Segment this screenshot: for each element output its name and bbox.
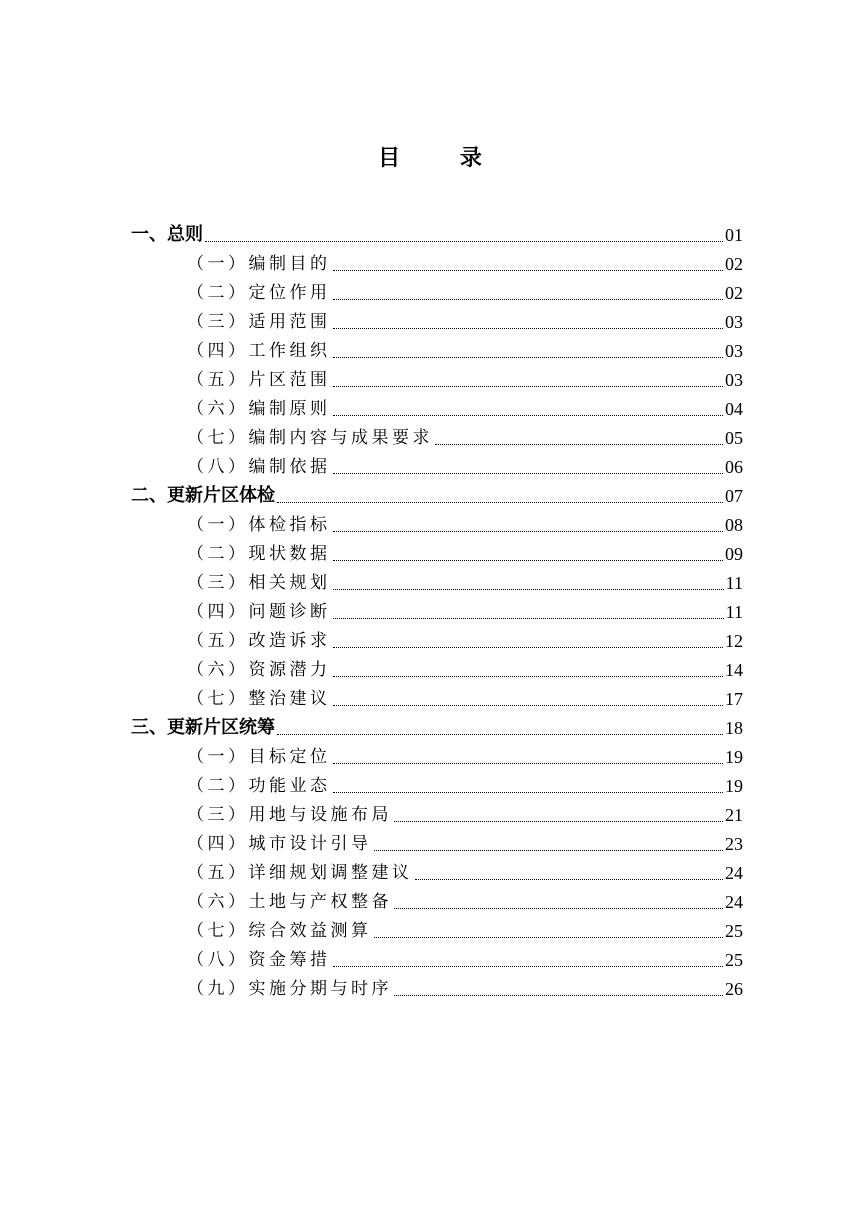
toc-entry-label: （一）体检指标 [187,515,331,535]
toc-section-entry[interactable] [131,830,743,859]
toc-section-entry[interactable] [131,395,743,424]
toc-page-number: 14 [725,660,743,680]
toc-page-number: 26 [725,979,743,999]
toc-section-entry[interactable] [131,366,743,395]
toc-page-number: 19 [725,747,743,767]
toc-page-number: 19 [725,776,743,796]
toc-dot-leader [333,763,724,764]
toc-entry-label: （七）整治建议 [187,689,331,709]
toc-section-entry[interactable] [131,801,743,830]
toc-dot-leader [333,270,724,271]
toc-page-number: 01 [725,225,743,245]
toc-page-number: 02 [725,283,743,303]
toc-chapter-entry[interactable] [131,482,743,511]
toc-entry-label: （二）定位作用 [187,283,331,303]
toc-entry-label: （二）功能业态 [187,776,331,796]
toc-section-entry[interactable] [131,250,743,279]
toc-entry-label: （四）工作组织 [187,341,331,361]
toc-page-number: 21 [725,805,743,825]
toc-section-entry[interactable] [131,598,743,627]
toc-entry-label: （一）编制目的 [187,254,331,274]
toc-entry-label: （五）详细规划调整建议 [187,863,413,883]
toc-dot-leader [333,299,724,300]
toc-page-number: 05 [725,428,743,448]
toc-dot-leader [415,879,724,880]
toc-title: 目 录 [378,146,508,171]
toc-entry-label: （九）实施分期与时序 [187,979,392,999]
toc-dot-leader [394,908,723,909]
toc-dot-leader [333,473,724,474]
toc-page-number: 24 [725,892,743,912]
toc-section-entry[interactable] [131,308,743,337]
toc-dot-leader [333,647,724,648]
toc-section-entry[interactable] [131,627,743,656]
toc-entry-label: 二、更新片区体检 [131,485,275,506]
toc-entry-label: （三）用地与设施布局 [187,805,392,825]
toc-page-number: 03 [725,312,743,332]
toc-entry-label: （三）相关规划 [187,573,331,593]
toc-dot-leader [277,734,723,735]
toc-entry-label: （二）现状数据 [187,544,331,564]
toc-entry-label: （四）问题诊断 [187,602,331,622]
toc-dot-leader [333,328,724,329]
toc-page-number: 25 [725,950,743,970]
toc-section-entry[interactable] [131,975,743,1004]
toc-section-entry[interactable] [131,685,743,714]
toc-section-entry[interactable] [131,917,743,946]
toc-page-number: 24 [725,863,743,883]
toc-entry-label: （六）编制原则 [187,399,331,419]
toc-dot-leader [435,444,723,445]
toc-entry-label: （五）片区范围 [187,370,331,390]
toc-dot-leader [374,850,724,851]
toc-chapter-entry[interactable] [131,221,743,250]
toc-section-entry[interactable] [131,279,743,308]
toc-dot-leader [333,531,724,532]
toc-entry-label: （六）资源潜力 [187,660,331,680]
toc-section-entry[interactable] [131,946,743,975]
toc-section-entry[interactable] [131,888,743,917]
table-of-contents [131,221,743,1004]
toc-dot-leader [333,415,724,416]
toc-page-number: 23 [725,834,743,854]
toc-entry-label: （四）城市设计引导 [187,834,372,854]
toc-section-entry[interactable] [131,656,743,685]
toc-page-number: 02 [725,254,743,274]
toc-dot-leader [333,560,724,561]
toc-page-number: 25 [725,921,743,941]
toc-section-entry[interactable] [131,453,743,482]
toc-dot-leader [205,241,723,242]
toc-section-entry[interactable] [131,337,743,366]
toc-dot-leader [394,995,723,996]
toc-section-entry[interactable] [131,540,743,569]
toc-entry-label: （八）编制依据 [187,457,331,477]
toc-dot-leader [333,386,724,387]
toc-section-entry[interactable] [131,772,743,801]
toc-dot-leader [333,357,724,358]
toc-dot-leader [374,937,724,938]
toc-section-entry[interactable] [131,743,743,772]
toc-page-number: 09 [725,544,743,564]
toc-dot-leader [333,618,724,619]
toc-entry-label: （五）改造诉求 [187,631,331,651]
toc-page-number: 17 [725,689,743,709]
toc-entry-label: （七）编制内容与成果要求 [187,428,433,448]
toc-dot-leader [333,676,724,677]
toc-page-number: 08 [725,515,743,535]
toc-dot-leader [277,502,723,503]
toc-page-number: 04 [725,399,743,419]
toc-entry-label: （六）土地与产权整备 [187,892,392,912]
toc-dot-leader [333,589,724,590]
toc-page-number: 18 [725,718,743,738]
toc-entry-label: （一）目标定位 [187,747,331,767]
toc-section-entry[interactable] [131,859,743,888]
toc-chapter-entry[interactable] [131,714,743,743]
toc-section-entry[interactable] [131,511,743,540]
toc-entry-label: 一、总则 [131,224,203,245]
toc-page-number: 11 [725,573,743,593]
toc-dot-leader [333,792,724,793]
toc-page-number: 07 [725,486,743,506]
toc-entry-label: （八）资金筹措 [187,950,331,970]
toc-page-number: 11 [725,602,743,622]
toc-entry-label: 三、更新片区统筹 [131,717,275,738]
toc-dot-leader [333,966,724,967]
toc-dot-leader [394,821,723,822]
toc-page-number: 06 [725,457,743,477]
toc-entry-label: （七）综合效益测算 [187,921,372,941]
toc-page-number: 03 [725,370,743,390]
toc-section-entry[interactable] [131,424,743,453]
toc-page-number: 03 [725,341,743,361]
toc-section-entry[interactable] [131,569,743,598]
toc-entry-label: （三）适用范围 [187,312,331,332]
toc-dot-leader [333,705,724,706]
toc-page-number: 12 [725,631,743,651]
